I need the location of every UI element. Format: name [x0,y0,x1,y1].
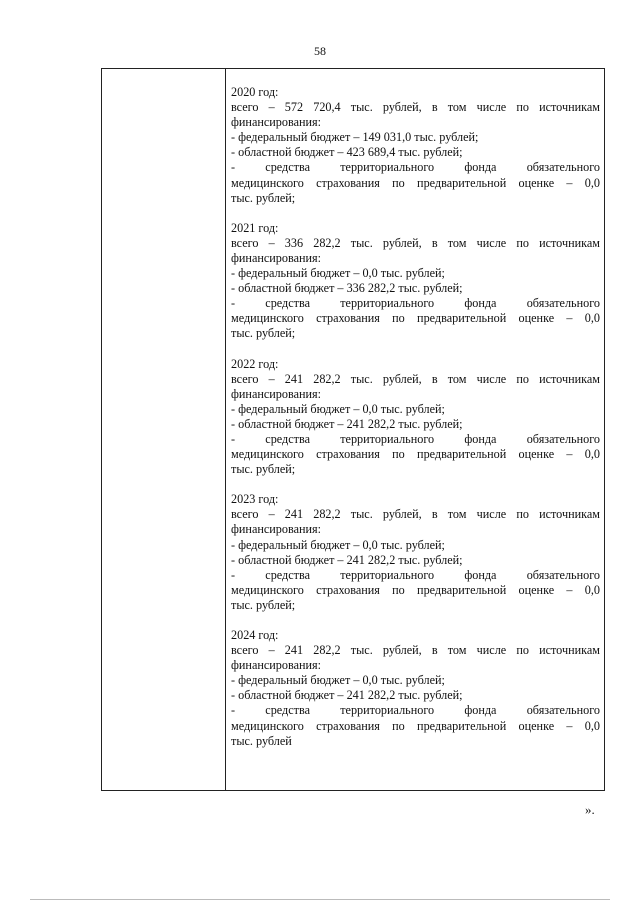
year-block-2022 [231,357,600,478]
year-block-2023 [231,492,600,613]
year-fund-line3: тыс. рублей; [231,597,296,612]
year-federal: - федеральный бюджет – 0,0 тыс. рублей; [231,673,445,688]
year-regional: - областной бюджет – 241 282,2 тыс. рублей; [231,688,463,703]
year-total: всего – 241 282,2 тыс. рублей, в том числе по источникам [231,371,600,386]
year-title: 2021 год: [231,220,279,235]
year-fund-line1: - средства территориального фонда обязательного [231,160,600,175]
year-title: 2024 год: [231,628,279,642]
year-regional: - областной бюджет – 241 282,2 тыс. рублей; [231,416,463,431]
year-total-cont: финансирования: [231,386,322,401]
table-left-cell [102,69,226,790]
funding-table [101,68,605,791]
year-regional: - областной бюджет – 423 689,4 тыс. рублей; [231,145,463,160]
year-fund-line2: медицинского страхования по предварительной оценке – 0,0 [231,582,600,597]
year-total-cont: финансирования: [231,522,322,537]
year-total-cont: финансирования: [231,250,322,265]
closing-quote-mark: ». [585,802,595,817]
year-federal: - федеральный бюджет – 149 031,0 тыс. рублей; [231,130,479,145]
page-number: 58 [314,44,326,58]
year-total-cont: финансирования: [231,658,322,673]
year-block-2024 [231,628,600,749]
year-fund-line1: - средства территориального фонда обязательного [231,703,600,718]
year-fund-line1: - средства территориального фонда обязательного [231,431,600,446]
year-fund-line2: медицинского страхования по предварительной оценке – 0,0 [231,175,600,190]
year-title: 2020 год: [231,85,279,99]
year-federal: - федеральный бюджет – 0,0 тыс. рублей; [231,266,445,281]
year-fund-line3: тыс. рублей; [231,462,296,477]
year-fund-line3: тыс. рублей; [231,326,296,341]
footer-divider [30,899,610,900]
year-regional: - областной бюджет – 336 282,2 тыс. рублей; [231,281,463,296]
year-fund-line2: медицинского страхования по предварительной оценке – 0,0 [231,311,600,326]
year-federal: - федеральный бюджет – 0,0 тыс. рублей; [231,401,445,416]
year-regional: - областной бюджет – 241 282,2 тыс. рублей; [231,552,463,567]
year-block-2021 [231,221,600,342]
year-fund-line3: тыс. рублей; [231,190,296,205]
year-title: 2022 год: [231,356,279,371]
year-title: 2023 год: [231,492,279,507]
year-fund-line1: - средства территориального фонда обязательного [231,296,600,311]
year-fund-line2: медицинского страхования по предварительной оценке – 0,0 [231,718,600,733]
year-total: всего – 572 720,4 тыс. рублей, в том числе по источникам [231,100,600,115]
year-total: всего – 241 282,2 тыс. рублей, в том числе по источникам [231,643,600,658]
year-total-cont: финансирования: [231,115,322,130]
year-total: всего – 241 282,2 тыс. рублей, в том числе по источникам [231,507,600,522]
year-federal: - федеральный бюджет – 0,0 тыс. рублей; [231,537,445,552]
year-fund-line2: медицинского страхования по предварительной оценке – 0,0 [231,447,600,462]
year-fund-line1: - средства территориального фонда обязательного [231,567,600,582]
table-right-cell [227,69,604,790]
year-fund-line3: тыс. рублей [231,733,292,748]
year-block-2020 [231,85,600,206]
year-total: всего – 336 282,2 тыс. рублей, в том числе по источникам [231,235,600,250]
